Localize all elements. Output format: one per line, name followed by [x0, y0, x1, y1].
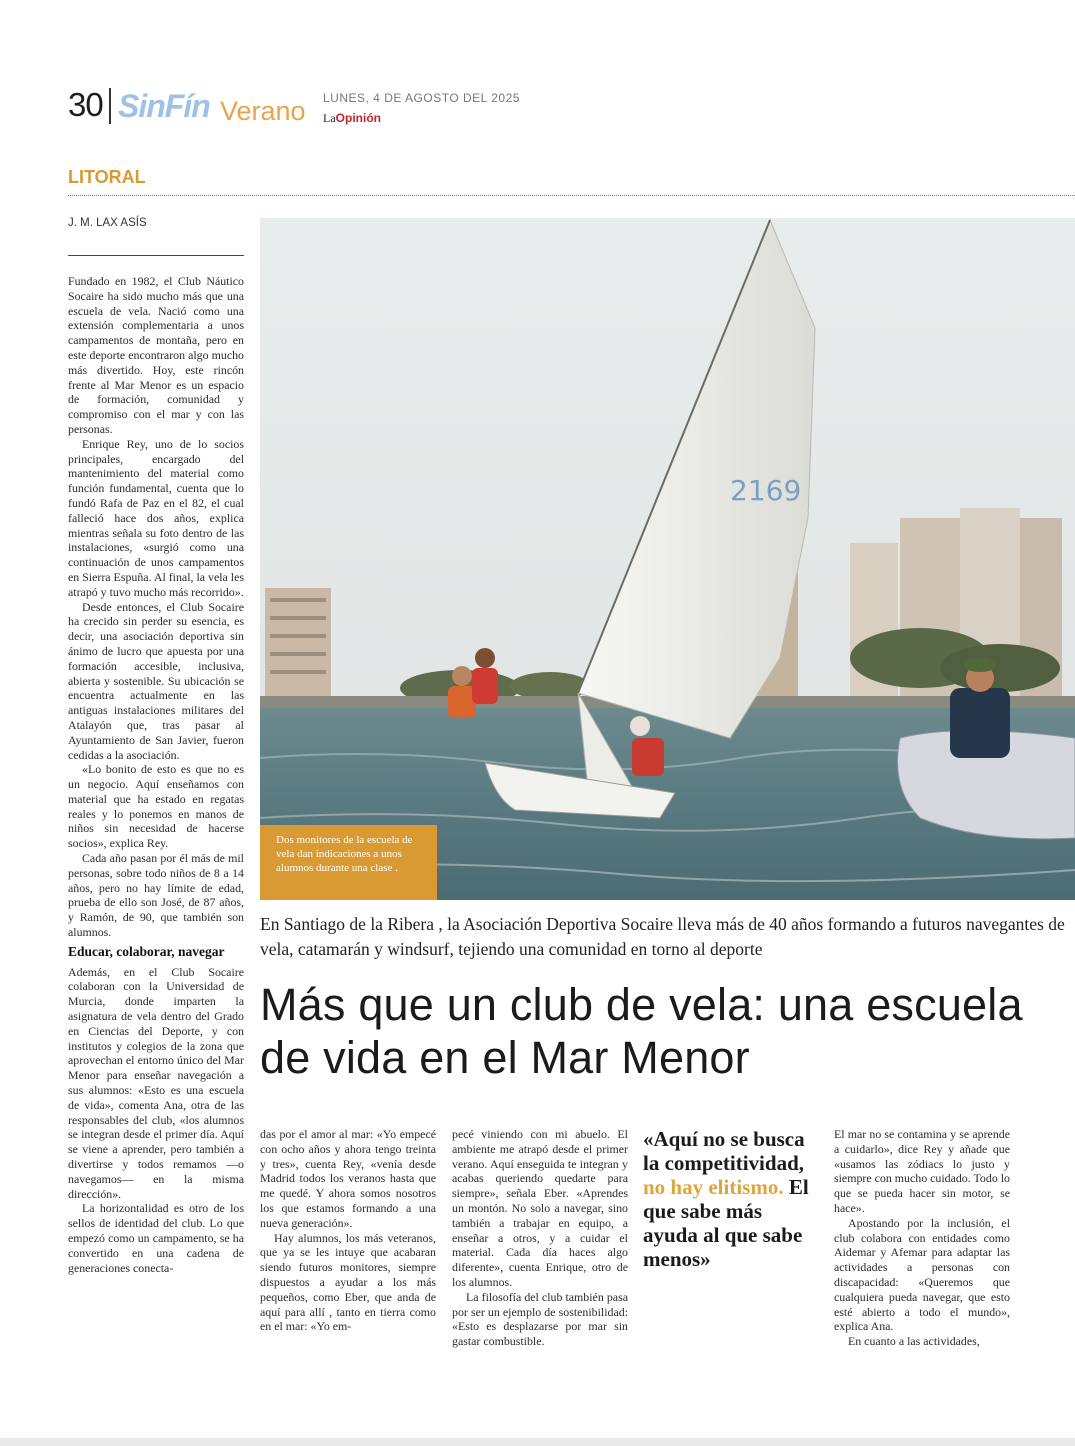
- paragraph: «Lo bonito de esto es que no es un negocio. Aquí enseñamos con material que ha estado en regatas reales y lo ponemos en manos de niños sin necesidad de hacerse socios», explica Rey.: [68, 762, 244, 851]
- article-subtitle: En Santiago de la Ribera , la Asociación Deportiva Socaire lleva más de 40 años formando a futuros navegantes de vela, catamarán y windsurf, tejiendo una comunidad en torno al deporte: [260, 914, 1065, 959]
- paragraph: Desde entonces, el Club Socaire ha crecido sin perder su esencia, es decir, una asociación deportiva sin ánimo de lucro que apuesta por una formación accesible, inclusiva, abierta y sostenible. Su ubicación se encuentra actualmente en las antiguas instalaciones militares del Atalayón que, tras pasar al Ayuntamiento de San Javier, fueron cedidas a la asociación.: [68, 599, 244, 762]
- paragraph: Hay alumnos, los más veteranos, que ya se les intuye que acabaran siendo futuros monitores, siempre dispuestos a ayudar a los más pequeños, como Eber, que anda de aquí para allí , tanto en tierra como en el mar: «Yo em-: [260, 1230, 436, 1334]
- article-headline: Más que un club de vela: una escuela de vida en el Mar Menor: [260, 979, 1023, 1083]
- byline-rule: [68, 255, 244, 256]
- article-column-1: [68, 274, 244, 1275]
- byline: J. M. LAX ASÍS: [68, 217, 147, 229]
- publication-date: LUNES, 4 DE AGOSTO DEL 2025: [323, 91, 520, 105]
- paragraph: Fundado en 1982, el Club Náutico Socaire ha sido mucho más que una escuela de vela. Nació como una extensión complementaria a unos campamentos de montaña, pero en este deporte encontraron algo mucho más divertido. Hoy, este rincón frente al Mar Menor es un espacio de formación, comunidad y compromiso con el mar y con las personas.: [68, 274, 244, 436]
- bottom-strip: [0, 1438, 1075, 1446]
- newspaper-masthead: [323, 111, 381, 126]
- dotted-divider: [68, 195, 1075, 196]
- pull-quote: [643, 1127, 821, 1271]
- paragraph: pecé viniendo con mi abuelo. El ambiente me atrapó desde el primer verano. Aquí enseguida te integran y acabas queriendo quedarte para siempre», señala Eber. «Aprendes un montón. No solo a navegar, sino también a trabajar en equipo, a enseñar a otros, y a cuidar el material. Cada día haces algo diferente», cuenta Enrique, otro de los alumnos.: [452, 1127, 628, 1289]
- subheading: Educar, colaborar, navegar: [68, 943, 225, 959]
- header-divider: [109, 88, 111, 124]
- article-photo: [260, 218, 1075, 900]
- paragraph: La horizontalidad es otro de los sellos de identidad del club. Lo que empezó como un campamento, se ha convertido en una cadena de generaciones conecta-: [68, 1201, 244, 1275]
- pull-quote-part-1: «Aquí no se busca la competitividad,: [643, 1127, 805, 1175]
- section-name: Verano: [220, 96, 306, 126]
- masthead-prefix: La: [323, 111, 336, 125]
- paragraph: Cada año pasan por él más de mil personas, sobre todo niños de 8 a 14 años, pero no hay límite de edad, prueba de ello son José, de 87 años, y Ramón, de 90, que también son alumnos.: [68, 851, 244, 940]
- paragraph: El mar no se contamina y se aprende a cuidarlo», dice Rey y añade que «usamos las zódiacs lo justo y siempre con mucho cuidado. Todo lo que se pueda hacer sin motor, se hace».: [834, 1127, 1010, 1215]
- masthead-name: Opinión: [335, 111, 381, 125]
- sail-number-text: 2169: [730, 474, 802, 507]
- supplement-logo: SinFín: [118, 88, 210, 124]
- section-kicker: LITORAL: [68, 167, 146, 187]
- pull-quote-highlight: no hay elitismo.: [643, 1175, 784, 1199]
- article-column-4: [834, 1127, 1010, 1349]
- page-number: 30: [68, 86, 103, 123]
- photo-caption: Dos monitores de la escuela de vela dan indicaciones a unos alumnos durante una clase .: [260, 825, 437, 900]
- paragraph: das por el amor al mar: «Yo empecé con ocho años y ahora tengo treinta y tres», cuenta Rey, «venía desde Madrid todos los veranos hasta que me quedé. Y ahora somos nosotros los que estamos formando a una nueva generación».: [260, 1127, 436, 1230]
- paragraph: La filosofía del club también pasa por ser un ejemplo de sostenibilidad: «Esto es desplazarse por mar sin gastar combustible.: [452, 1289, 628, 1349]
- paragraph: Enrique Rey, uno de lo socios principales, encargado del mantenimiento del material como función fundamental, cuenta que lo fundó Rafa de Paz en el 82, el cual falleció hace dos años, explica mientras señala su foto dentro de las instalaciones, «surgió como una continuación de unos campamentos en Sierra Espuña. Al final, la vela les atrapó y tuvo mucho más recorrido».: [68, 436, 244, 599]
- paragraph: En cuanto a las actividades,: [848, 1334, 980, 1349]
- paragraph: Apostando por la inclusión, el club colabora con entidades como Aidemar y Afemar para adaptar las actividades a personas con discapacidad: «Queremos que cualquiera pueda navegar, que esto esté abierto a todo el mundo», explica Ana.: [834, 1215, 1010, 1334]
- pull-quote-part-2: El que sabe más ayuda al que sabe menos»: [643, 1175, 809, 1271]
- article-column-2: [260, 1127, 436, 1334]
- article-column-3: [452, 1127, 628, 1349]
- paragraph: Además, en el Club Socaire colaboran con la Universidad de Murcia, donde imparten la asignatura de vela dentro del Grado en Ciencias del Deporte, y con institutos y colegios de la zona que aprovechan el entorno único del Mar Menor para enseñar navegación a sus alumnos: «Esto es una escuela de vida», comenta Ana, otra de las responsables del club, «los alumnos se integran desde el primer día. Aquí se viene a aprender, pero también a divertirse y todos remamos —o navegamos— en la misma dirección».: [68, 964, 244, 1201]
- sailing-photo-illustration: [260, 218, 1075, 900]
